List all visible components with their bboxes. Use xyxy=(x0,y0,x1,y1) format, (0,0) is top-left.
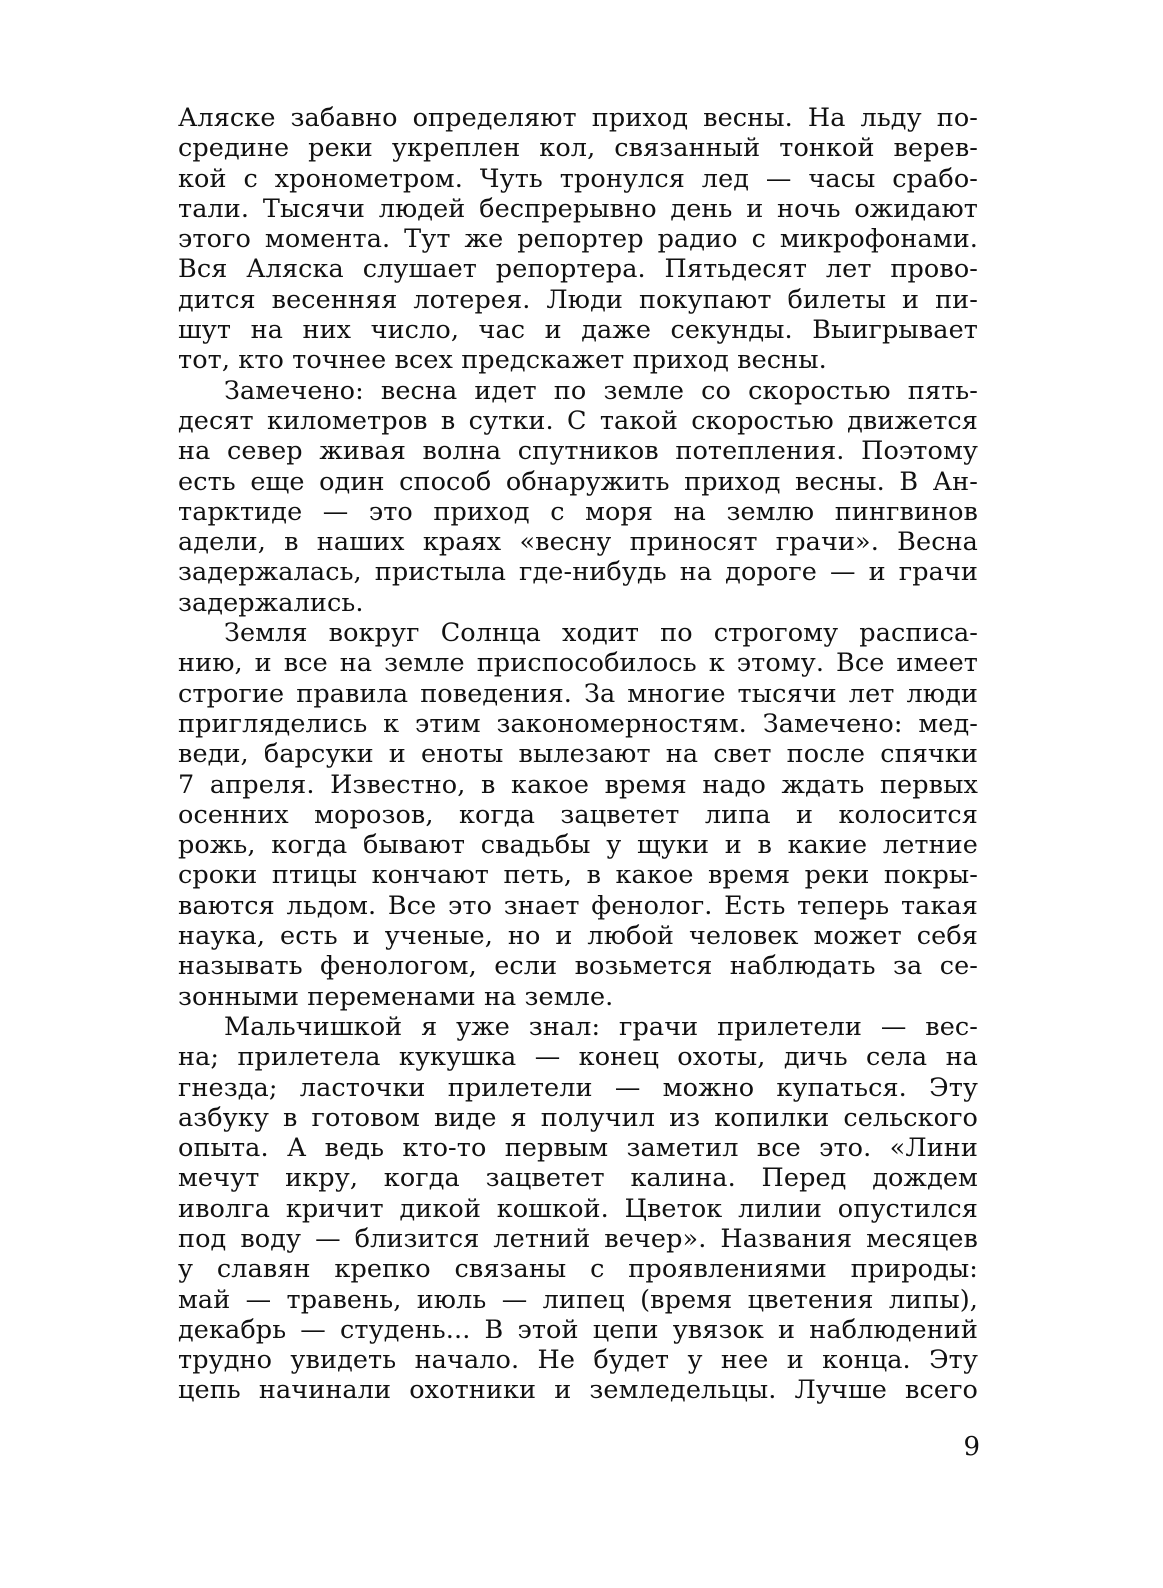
text-line: шут на них число, час и даже секунды. Выигрывает xyxy=(178,315,978,346)
text-line: зонными переменами на земле. xyxy=(178,981,614,1012)
text-line: тарктиде — это приход с моря на землю пингвинов xyxy=(178,496,978,527)
text-line: кой с хронометром. Чуть тронулся лед — часы срабо- xyxy=(178,163,978,194)
text-line: гнезда; ласточки прилетели — можно купаться. Эту xyxy=(178,1072,978,1103)
text-line: иволга кричит дикой кошкой. Цветок лилии опустился xyxy=(178,1193,978,1224)
text-line: задержались. xyxy=(178,587,364,618)
text-line: средине реки укреплен кол, связанный тонкой верев- xyxy=(178,133,978,164)
text-line: строгие правила поведения. За многие тысячи лет люди xyxy=(178,678,978,709)
text-line: под воду — близится летний вечер». Названия месяцев xyxy=(178,1223,978,1254)
text-line: этого момента. Тут же репортер радио с микрофонами. xyxy=(178,224,978,255)
text-line: задержалась, пристыла где-нибудь на дороге — и грачи xyxy=(178,557,978,588)
text-line: адели, в наших краях «весну приносят грачи». Весна xyxy=(178,527,978,558)
text-line: тот, кто точнее всех предскажет приход весны. xyxy=(178,345,827,376)
text-line: десят километров в сутки. С такой скоростью движется xyxy=(178,405,978,436)
text-line: мечут икру, когда зацветет калина. Перед дождем xyxy=(178,1163,978,1194)
text-line: осенних морозов, когда зацветет липа и колосится xyxy=(178,799,978,830)
text-line: у славян крепко связаны с проявлениями природы: xyxy=(178,1254,978,1285)
body-text xyxy=(178,103,978,1406)
text-line: тали. Тысячи людей беспрерывно день и ночь ожидают xyxy=(178,193,978,224)
text-line: веди, барсуки и еноты вылезают на свет после спячки xyxy=(178,739,978,770)
text-line: Вся Аляска слушает репортера. Пятьдесят лет прово- xyxy=(178,254,978,285)
text-line: Аляске забавно определяют приход весны. На льду по- xyxy=(178,103,978,133)
text-line: пригляделись к этим закономерностям. Замечено: мед- xyxy=(178,708,978,739)
text-line: цепь начинали охотники и земледельцы. Лучше всего xyxy=(178,1375,978,1406)
text-line: Замечено: весна идет по земле со скоростью пять- xyxy=(224,375,978,406)
text-line: на; прилетела кукушка — конец охоты, дичь села на xyxy=(178,1042,978,1073)
paragraph xyxy=(178,618,978,1012)
text-line: дится весенняя лотерея. Люди покупают билеты и пи- xyxy=(178,284,978,315)
text-line: декабрь — студень... В этой цепи увязок и наблюдений xyxy=(178,1314,978,1345)
text-line: ваются льдом. Все это знает фенолог. Есть теперь такая xyxy=(178,890,978,921)
text-line: нию, и все на земле приспособилось к этому. Все имеет xyxy=(178,648,978,679)
paragraph xyxy=(178,1012,978,1406)
text-line: наука, есть и ученые, но и любой человек может себя xyxy=(178,921,978,952)
paragraph xyxy=(178,103,978,376)
text-line: 7 апреля. Известно, в какое время надо ждать первых xyxy=(178,769,978,800)
text-line: Мальчишкой я уже знал: грачи прилетели — вес- xyxy=(224,1011,978,1042)
text-line: май — травень, июль — липец (время цветения липы), xyxy=(178,1284,978,1315)
text-line: опыта. А ведь кто-то первым заметил все это. «Лини xyxy=(178,1133,978,1164)
text-line: Земля вокруг Солнца ходит по строгому расписа- xyxy=(224,618,978,649)
text-line: рожь, когда бывают свадьбы у щуки и в какие летние xyxy=(178,830,978,861)
page-number: 9 xyxy=(963,1432,980,1462)
text-line: сроки птицы кончают петь, в какое время реки покры- xyxy=(178,860,978,891)
text-line: на север живая волна спутников потепления. Поэтому xyxy=(178,436,978,467)
text-line: называть фенологом, если возьмется наблюдать за се- xyxy=(178,951,978,982)
text-line: есть еще один способ обнаружить приход весны. В Ан- xyxy=(178,466,978,497)
paragraph xyxy=(178,376,978,618)
text-line: азбуку в готовом виде я получил из копилки сельского xyxy=(178,1102,978,1133)
text-line: трудно увидеть начало. Не будет у нее и конца. Эту xyxy=(178,1345,978,1376)
